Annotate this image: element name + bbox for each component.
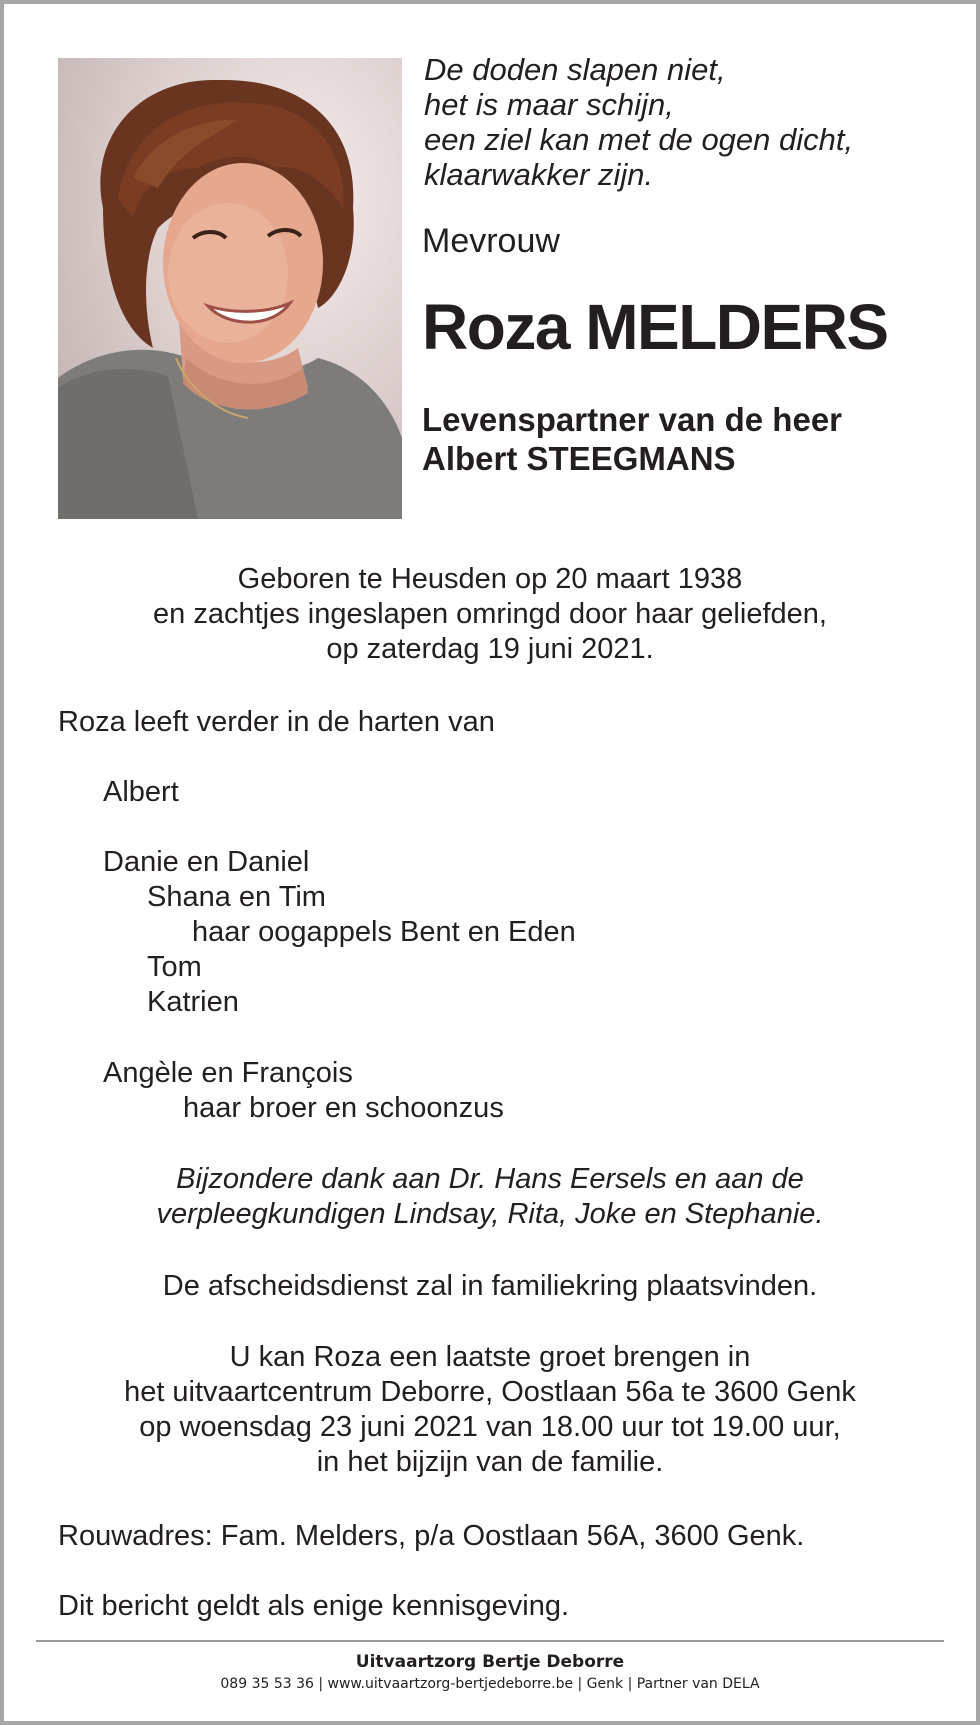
- visit-block: [0, 1340, 980, 1480]
- thanks-line: Bijzondere dank aan Dr. Hans Eersels en aan de: [176, 1163, 804, 1195]
- footer-contact-info: 089 35 53 36 | www.uitvaartzorg-bertjedeborre.be | Genk | Partner van DELA: [220, 1676, 760, 1692]
- family-member: haar broer en schoonzus: [183, 1092, 504, 1124]
- birth-line: Geboren te Heusden op 20 maart 1938: [237, 563, 743, 595]
- partner-line: Levenspartner van de heer: [422, 401, 843, 438]
- service-notice: De afscheidsdienst zal in familiekring plaatsvinden.: [162, 1270, 818, 1302]
- family-member: Tom: [147, 951, 202, 983]
- visit-line: het uitvaartcentrum Deborre, Oostlaan 56a te 3600 Genk: [124, 1376, 856, 1408]
- birth-death-block: [0, 562, 980, 667]
- poem-line: De doden slapen niet,: [424, 52, 726, 87]
- poem-line: klaarwakker zijn.: [424, 157, 654, 192]
- thanks-line: verpleegkundigen Lindsay, Rita, Joke en Stephanie.: [156, 1198, 824, 1230]
- family-member: Shana en Tim: [147, 881, 326, 913]
- thanks-block: [0, 1162, 980, 1232]
- salutation: Mevrouw: [422, 222, 560, 260]
- family-member: Danie en Daniel: [103, 846, 310, 878]
- visit-line: in het bijzijn van de familie.: [316, 1446, 664, 1478]
- birth-line: en zachtjes ingeslapen omringd door haar geliefden,: [153, 598, 827, 630]
- family-member: haar oogappels Bent en Eden: [192, 916, 576, 948]
- poem-line: het is maar schijn,: [424, 87, 674, 122]
- family-member: Angèle en François: [103, 1057, 353, 1089]
- birth-line: op zaterdag 19 juni 2021.: [326, 633, 654, 665]
- visit-line: U kan Roza een laatste groet brengen in: [229, 1341, 751, 1373]
- footer-company: Uitvaartzorg Bertje Deborre: [355, 1652, 625, 1672]
- partner-line: Albert STEEGMANS: [422, 440, 736, 477]
- deceased-name: Roza MELDERS: [422, 291, 888, 363]
- family-member: Albert: [103, 776, 179, 808]
- notice-statement: Dit bericht geldt als enige kennisgeving.: [58, 1590, 570, 1622]
- lives-on-intro: Roza leeft verder in de harten van: [58, 706, 495, 738]
- mourning-address: Rouwadres: Fam. Melders, p/a Oostlaan 56A, 3600 Genk.: [58, 1520, 805, 1552]
- visit-line: op woensdag 23 juni 2021 van 18.00 uur tot 19.00 uur,: [139, 1411, 841, 1443]
- portrait-illustration: [58, 58, 402, 519]
- footer-divider: [36, 1640, 944, 1642]
- portrait-photo: [58, 58, 402, 519]
- family-member: Katrien: [147, 986, 239, 1018]
- partner-block: [422, 400, 842, 478]
- poem: [424, 52, 853, 192]
- poem-line: een ziel kan met de ogen dicht,: [424, 122, 854, 157]
